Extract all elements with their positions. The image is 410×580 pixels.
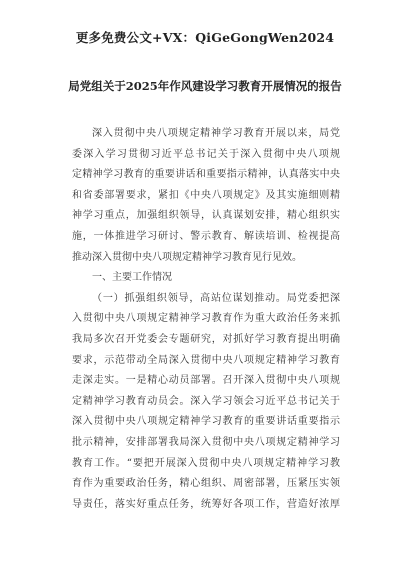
paragraph-line: 批示精神，安排部署我局深入贯彻中央八项规定精神学习 [72, 436, 340, 448]
paragraph-line: 入贯彻中央八项规定精神学习教育作为重大政治任务来抓 [72, 313, 340, 325]
paragraph-line: 要求，示范带动全局深入贯彻中央八项规定精神学习教育 [72, 354, 340, 366]
intro-line: 推动深入贯彻中央八项规定精神学习教育见行见效。 [72, 251, 302, 263]
section-heading: 一、主要工作情况 [92, 272, 172, 284]
intro-line: 和省委部署要求，紧扣《中央八项规定》及其实施细则精 [72, 189, 340, 201]
paragraph-line: （一）抓强组织领导，高站位谋划推动。局党委把深 [92, 292, 340, 304]
paragraph-line: 深入贯彻中央八项规定精神学习教育的重要讲话重要指示 [72, 416, 340, 428]
document-title: 局党组关于2025年作风建设学习教育开展情况的报告 [68, 79, 342, 93]
intro-line: 施，一体推进学习研讨、警示教育、解读培训、检视提高 [72, 230, 340, 242]
paragraph-line: 导责任，落实好重点任务，统筹好各项工作，营造好浓厚 [72, 498, 340, 510]
paragraph-line: 走深走实。一是精心动员部署。召开深入贯彻中央八项规 [72, 375, 340, 387]
paragraph-line: 定精神学习教育动员会。深入学习领会习近平总书记关于 [72, 395, 340, 407]
document-body [72, 124, 340, 515]
intro-line: 神学习重点，加强组织领导，认真谋划安排，精心组织实 [72, 210, 340, 222]
paragraph-line: 教育工作。“要把开展深入贯彻中央八项规定精神学习教 [72, 457, 340, 469]
header-watermark-line: 更多免费公文+VX：QiGeGongWen2024 [75, 30, 335, 45]
intro-line: 定精神学习教育的重要讲话和重要指示精神，认真落实中央 [72, 169, 340, 181]
paragraph-line: 育作为重要政治任务，精心组织、周密部署，压紧压实领 [72, 478, 340, 490]
paragraph-line: 我局多次召开党委会专题研究，对抓好学习教育提出明确 [72, 333, 340, 345]
intro-line: 委深入学习贯彻习近平总书记关于深入贯彻中央八项规 [72, 148, 340, 160]
intro-line: 深入贯彻中央八项规定精神学习教育开展以来，局党 [92, 128, 340, 139]
